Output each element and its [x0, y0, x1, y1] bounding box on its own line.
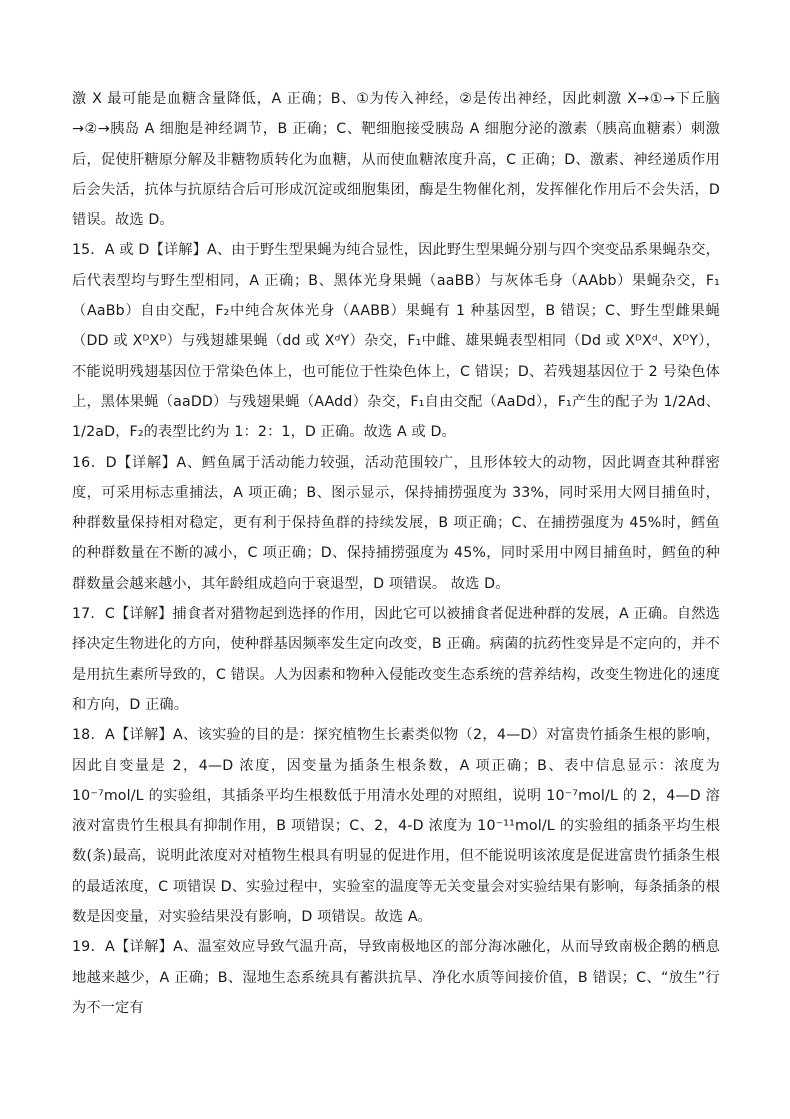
paragraph-q18: 18．A【详解】A、该实验的目的是：探究植物生长素类似物（2，4—D）对富贵竹插条生根的影响，因此自变量是 2，4—D 浓度，因变量为插条生根条数，A 项正确；B、表中信息显示：浓度为 10⁻⁷mol/L 的实验组，其插条平均生根数低于用清水处理的对照组，说明 10⁻⁷mol/L 的 2，4—D 溶液对富贵竹生根具有抑制作用，B 项错误；C、2，4-D 浓度为 10⁻¹¹mol/L 的实验组的插条平均生根数(条)最高，说明此浓度对对植物生根具有明显的促进作用，但不能说明该浓度是促进富贵竹插条生根的最适浓度，C 项错误 D、实验过程中，实验室的温度等无关变量会对实验结果有影响，每条插条的根数是因变量，对实验结果没有影响，D 项错误。故选 A。: [72, 727, 720, 926]
paragraph-q16: 16．D【详解】A、鳕鱼属于活动能力较强，活动范围较广，且形体较大的动物，因此调查其种群密度，可采用标志重捕法，A 项正确；B、图示显示，保持捕捞强度为 33%，同时采用大网目捕鱼时，种群数量保持相对稳定，更有利于保持鱼群的持续发展，B 项正确；C、在捕捞强度为 45%时，鳕鱼的种群数量在不断的减小，C 项正确；D、保持捕捞强度为 45%，同时采用中网目捕鱼时，鳕鱼的种群数量会越来越小，其年龄组成趋向于衰退型，D 项错误。 故选 D。: [72, 454, 720, 592]
answer-explanations: [72, 84, 720, 1023]
paragraph-q14-continuation: 激 X 最可能是血糖含量降低，A 正确；B、①为传入神经，②是传出神经，因此刺激 X→①→下丘脑→②→胰岛 A 细胞是神经调节，B 正确；C、靶细胞接受胰岛 A 细胞分泌的激素（胰高血糖素）刺激后，促使肝糖原分解及非糖物质转化为血糖，从而使血糖浓度升高，C 正确；D、激素、神经递质作用后会失活，抗体与抗原结合后可形成沉淀或细胞集团，酶是生物催化剂，发挥催化作用后不会失活，D 错误。故选 D。: [72, 91, 720, 229]
paragraph-q19: 19．A【详解】A、温室效应导致气温升高，导致南极地区的部分海冰融化，从而导致南极企鹅的栖息地越来越少，A 正确；B、湿地生态系统具有蓄洪抗旱、净化水质等间接价值，B 错误；C、“放生”行为不一定有: [72, 939, 720, 1016]
paragraph-q15: 15．A 或 D【详解】A、由于野生型果蝇为纯合显性，因此野生型果蝇分别与四个突变品系果蝇杂交，后代表型均与野生型相同，A 正确；B、黑体光身果蝇（aaBB）与灰体毛身（AAbb）果蝇杂交，F₁（AaBb）自由交配，F₂中纯合灰体光身（AABB）果蝇有 1 种基因型，B 错误；C、野生型雌果蝇（DD 或 XᴰXᴰ）与残翅雄果蝇（dd 或 XᵈY）杂交，F₁中雌、雄果蝇表型相同（Dd 或 XᴰXᵈ、XᴰY），不能说明残翅基因位于常染色体上，也可能位于性染色体上，C 错误；D、若残翅基因位于 2 号染色体上，黑体果蝇（aaDD）与残翅果蝇（AAdd）杂交，F₁自由交配（AaDd），F₁产生的配子为 1/2Ad、1/2aD，F₂的表型比约为 1：2：1，D 正确。故选 A 或 D。: [72, 242, 720, 441]
paragraph-q17: 17．C【详解】捕食者对猎物起到选择的作用，因此它可以被捕食者促进种群的发展，A 正确。自然选择决定生物进化的方向，使种群基因频率发生定向改变，B 正确。病菌的抗药性变异是不定向的，并不是用抗生素所导致的，C 错误。人为因素和物种入侵能改变生态系统的营养结构，改变生物进化的速度和方向，D 正确。: [72, 606, 720, 713]
